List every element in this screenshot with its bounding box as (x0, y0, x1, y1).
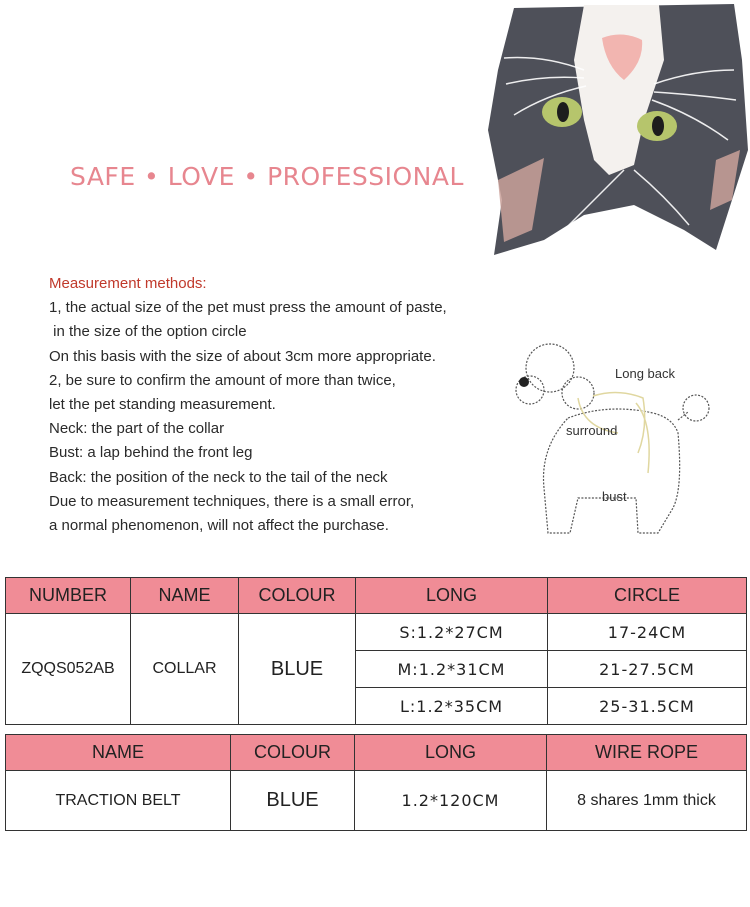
size-circle-l: 25-31.5CM (548, 688, 747, 725)
measurement-instructions (49, 272, 499, 538)
belt-header-colour: COLOUR (231, 735, 355, 771)
measurement-line: let the pet standing measurement. (49, 396, 276, 414)
back-text: : the position of the neck to the tail of the neck (82, 468, 388, 486)
bust-label: Bust (49, 444, 80, 462)
back-label: Back (49, 468, 83, 486)
size-long-l: L:1.2*35CM (356, 688, 548, 725)
long-back-label: Long back (615, 366, 675, 381)
belt-header-name: NAME (6, 735, 231, 771)
belt-colour: BLUE (231, 771, 355, 831)
measurement-line: 1, the actual size of the pet must press the amount of paste, (49, 299, 447, 317)
cat-illustration (484, 0, 750, 262)
size-circle-s: 17-24CM (548, 614, 747, 651)
measurement-line: On this basis with the size of about 3cm more appropriate. (49, 347, 436, 365)
size-circle-m: 21-27.5CM (548, 651, 747, 688)
belt-wire-rope: 8 shares 1mm thick (547, 771, 747, 831)
measurement-line: 2, be sure to confirm the amount of more than twice, (49, 371, 396, 389)
neck-definition (49, 417, 499, 441)
bust-definition (49, 441, 499, 465)
back-definition (49, 466, 499, 490)
belt-header-long: LONG (355, 735, 547, 771)
surround-label: surround (566, 423, 618, 438)
product-name: COLLAR (131, 614, 239, 725)
size-long-s: S:1.2*27CM (356, 614, 548, 651)
measurement-line: Due to measurement techniques, there is a small error, (49, 492, 415, 510)
measurement-line: a normal phenomenon, will not affect the purchase. (49, 517, 389, 535)
product-colour: BLUE (239, 614, 356, 725)
header-number: NUMBER (6, 578, 131, 614)
header-long: LONG (356, 578, 548, 614)
collar-size-table (5, 577, 747, 725)
size-long-m: M:1.2*31CM (356, 651, 548, 688)
neck-label: Neck (49, 420, 84, 438)
bust-diagram-label: bust (602, 489, 627, 504)
belt-header-wire-rope: WIRE ROPE (547, 735, 747, 771)
measurement-heading: Measurement methods: (49, 275, 207, 292)
header-colour: COLOUR (239, 578, 356, 614)
belt-long: 1.2*120CM (355, 771, 547, 831)
traction-belt-table (5, 734, 747, 831)
neck-text: : the part of the collar (83, 420, 225, 438)
header-circle: CIRCLE (548, 578, 747, 614)
measurement-line: in the size of the option circle (49, 323, 247, 341)
product-number: ZQQS052AB (6, 614, 131, 725)
bust-text: : a lap behind the front leg (79, 444, 253, 462)
header-name: NAME (131, 578, 239, 614)
dog-measurement-diagram (508, 338, 728, 543)
tagline: SAFE • LOVE • PROFESSIONAL (70, 162, 464, 191)
belt-name: TRACTION BELT (6, 771, 231, 831)
